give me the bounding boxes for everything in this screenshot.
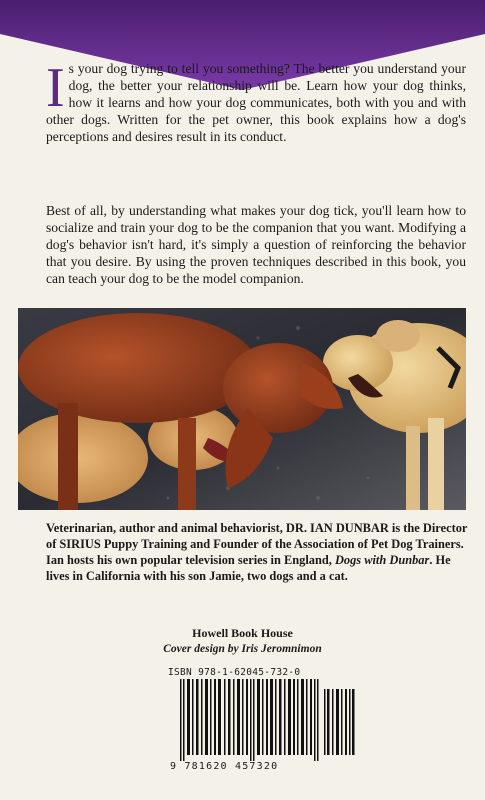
ean-digits: 9 781620 457320	[170, 761, 279, 772]
author-bio	[46, 520, 468, 584]
barcode-bars	[178, 679, 358, 761]
dogs-photo	[18, 308, 466, 510]
show-title: Dogs with Dunbar	[334, 553, 430, 567]
publisher-name: Howell Book House	[192, 626, 293, 640]
isbn-label: ISBN 978-1-62045-732-0	[168, 667, 301, 678]
bio-text-2: . He lives in California with his son Jamie, two dogs and a cat.	[46, 553, 451, 583]
cover-credit: Cover design by Iris Jeromnimon	[163, 643, 322, 655]
intro-text: s your dog trying to tell you something? The better you understand your dog, the better your relationship will be. Learn how your dog thinks, how it learns and how your dog communicates, both with you and with other dogs. Written for the pet owner, this book explains how a dog's perceptions and desires result in its conduct.	[46, 61, 466, 144]
second-paragraph: Best of all, by understanding what makes your dog tick, you'll learn how to socialize and train your dog to be the companion that you want. Modifying a dog's behavior isn't hard, it's simply a question of reinforcing the behavior that you desire. By using the proven techniques described in this book, you can teach your dog to be the model companion.	[46, 203, 466, 286]
bio-text-1: Veterinarian, author and animal behaviorist, DR. IAN DUNBAR is the Director of SIRIUS Puppy Training and Founder of the Association of Pet Dog Trainers. Ian hosts his own popular television series in England,	[46, 521, 468, 567]
drop-cap: I	[46, 57, 65, 119]
intro-paragraph	[46, 57, 466, 145]
barcode-block	[168, 667, 368, 775]
